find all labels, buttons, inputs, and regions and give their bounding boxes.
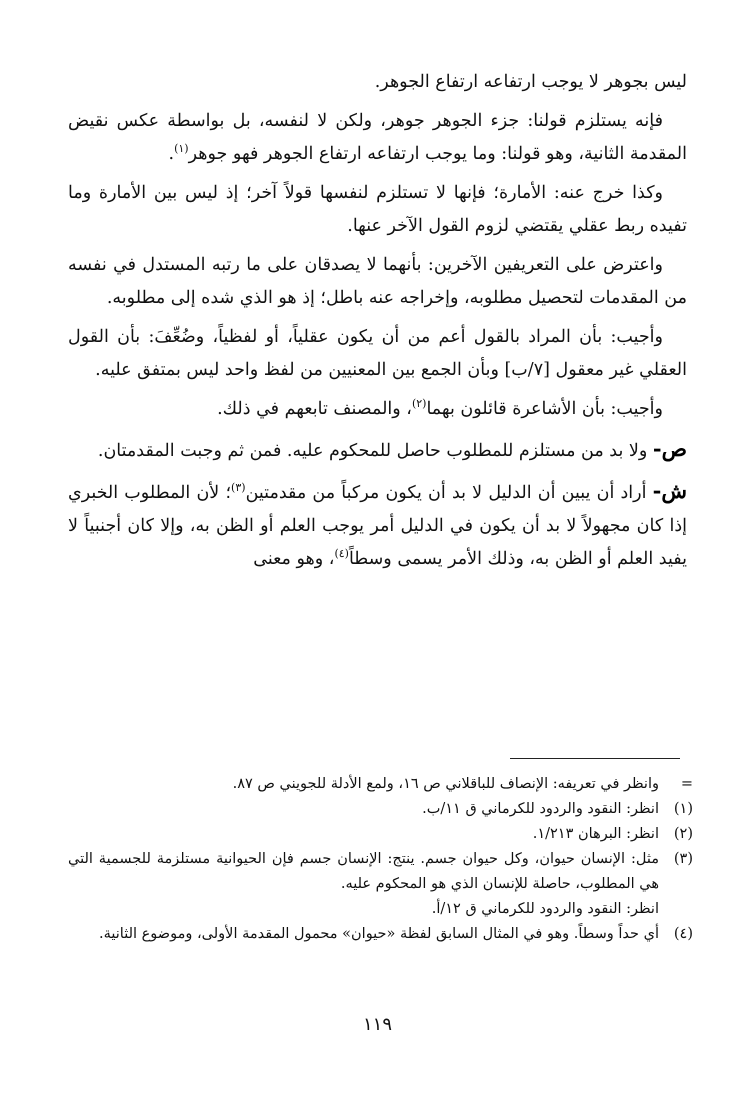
footnote-number: (٢)	[673, 826, 693, 842]
paragraph-3: وكذا خرج عنه: الأمارة؛ فإنها لا تستلزم لنفسها قولاً آخر؛ إذ ليس بين الأمارة وما تفيده ربط عقلي يقتضي لزوم القول الآخر عنها.	[68, 183, 687, 236]
footnote-ref-3: (٣)	[231, 481, 246, 495]
footnote-ref-4: (٤)	[334, 547, 349, 561]
paragraph-4: واعترض على التعريفين الآخرين: بأنهما لا يصدقان على ما رتبه المستدل في نفسه من المقدمات لتحصيل مطلوبه، وإخراجه عنه باطل؛ إذ هو الذي شده إلى مطلوبه.	[68, 255, 687, 308]
paragraph-6	[68, 393, 687, 426]
footnote-4	[68, 922, 693, 947]
footnote-text: أي حداً وسطاً. وهو في المثال السابق لفظة «حيوان» محمول المقدمة الأولى، وموضوع الثانية.	[99, 926, 659, 942]
paragraph-7	[68, 432, 687, 468]
footnote-divider	[510, 758, 680, 759]
paragraph-8-text-b: ؛ لأن المطلوب الخبري إذا كان مجهولاً لا بد أن يكون في الدليل أمر يوجب العلم أو الظن به، وإلا كان أجنبياً لا يفيد العلم أو الظن به، وذلك الأمر يسمى وسطاً	[68, 483, 687, 569]
footnote-continuation	[68, 772, 693, 797]
footnotes	[68, 772, 693, 947]
footnote-number: (١)	[673, 801, 693, 817]
footnote-3-continued	[68, 897, 693, 922]
sharh-marker: ش-	[652, 478, 687, 503]
footnote-ref-1: (١)	[174, 142, 189, 156]
footnote-3	[68, 847, 693, 897]
paragraph-2-text: فإنه يستلزم قولنا: جزء الجوهر جوهر، ولكن لا لنفسه، بل بواسطة عكس نقيض المقدمة الثانية، وهو قولنا: وما يوجب ارتفاعه ارتفاع الجوهر فهو جوهر	[68, 111, 687, 164]
paragraph-6-text-a: وأجيب: بأن الأشاعرة قائلون بهما	[426, 399, 663, 419]
page-number: ١١٩	[362, 1014, 392, 1035]
paragraph-1: ليس بجوهر لا يوجب ارتفاعه ارتفاع الجوهر.	[374, 72, 687, 92]
paragraph-8-text-a: أراد أن يبين أن الدليل لا بد أن يكون مركباً من مقدمتين	[245, 483, 653, 503]
footnote-text: مثل: الإنسان حيوان، وكل حيوان جسم. ينتج: الإنسان جسم فإن الحيوانية مستلزمة للجسمية التي هي المطلوب، حاصلة للإنسان الذي هو المحكوم عليه.	[68, 851, 659, 892]
paragraph-8-text-c: ، وهو معنى	[253, 549, 335, 569]
main-text	[68, 66, 687, 582]
footnote-text: انظر: البرهان ١/٢١٣.	[532, 826, 659, 842]
continuation-text: وانظر في تعريفه: الإنصاف للباقلاني ص ١٦، ولمع الأدلة للجويني ص ٨٧.	[232, 776, 659, 792]
footnote-ref-2: (٢)	[411, 397, 427, 411]
footnote-number: (٣)	[673, 851, 693, 867]
footnote-2	[68, 822, 693, 847]
footnote-number: (٤)	[673, 926, 693, 942]
paragraph-2-end: .	[168, 144, 175, 164]
paragraph-8	[68, 474, 687, 576]
paragraph-6-text-b: ، والمصنف تابعهم في ذلك.	[217, 399, 412, 419]
footnote-text: انظر: النقود والردود للكرماني ق ١٢/أ.	[431, 901, 659, 917]
footnote-text: انظر: النقود والردود للكرماني ق ١١/ب.	[422, 801, 659, 817]
paragraph-7-text: ولا بد من مستلزم للمطلوب حاصل للمحكوم عليه. فمن ثم وجبت المقدمتان.	[97, 441, 653, 461]
paragraph-5: وأجيب: بأن المراد بالقول أعم من أن يكون عقلياً، أو لفظياً، وضُعِّفَ: بأن القول العقلي غير معقول [٧/ب] وبأن الجمع بين المعنيين من لفظ واحد ليس بمتفق عليه.	[68, 327, 687, 380]
continuation-marker: =	[680, 776, 693, 792]
paragraph-2	[68, 105, 687, 171]
footnote-1	[68, 797, 693, 822]
matn-marker: ص-	[652, 436, 687, 461]
